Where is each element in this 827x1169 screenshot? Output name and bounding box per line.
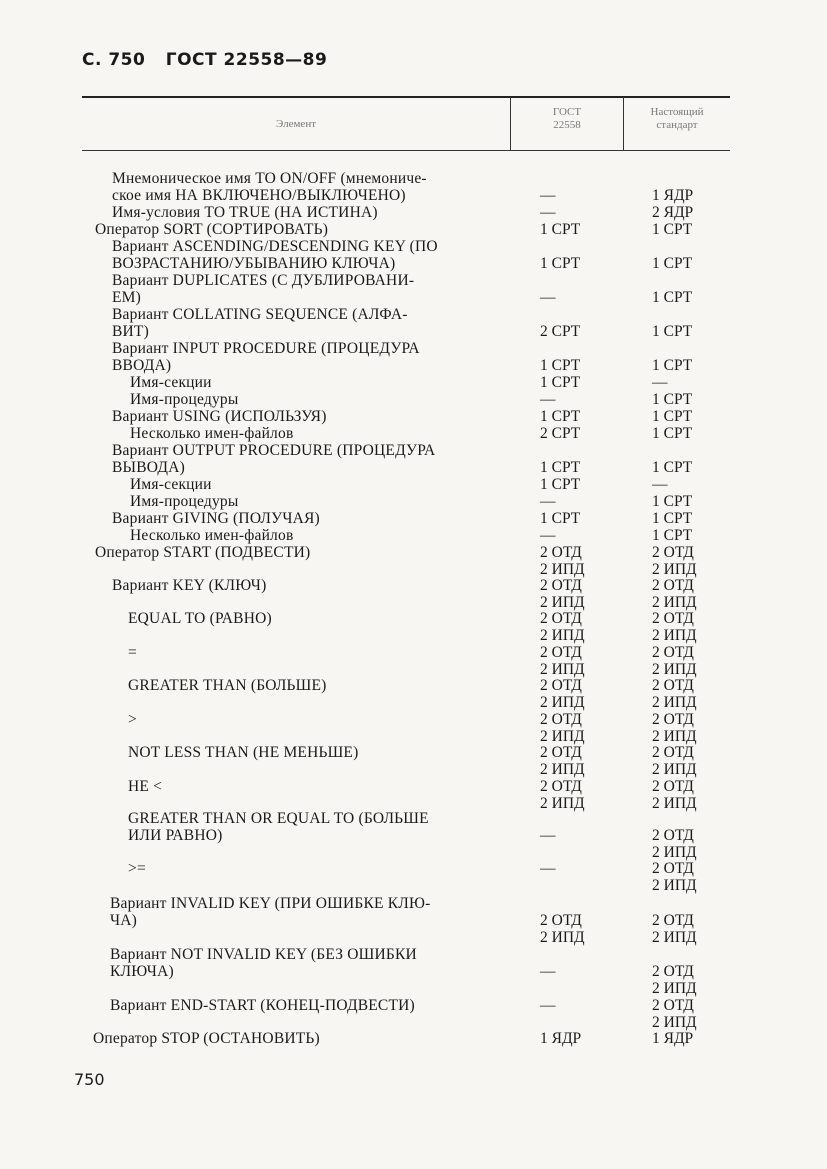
gost-level: — — [540, 187, 556, 204]
standard-level: 1 СРТ — [652, 391, 693, 408]
element-name: ВИТ) — [112, 323, 149, 340]
gost-level: 1 СРТ — [540, 408, 581, 425]
standard-level: 1 СРТ — [652, 289, 693, 306]
element-name: Имя-условия TO TRUE (НА ИСТИНА) — [112, 204, 378, 221]
gost-level: 2 ОТД — [540, 778, 582, 795]
element-name: ВЫВОДА) — [112, 459, 185, 476]
standard-level: 2 ИПД — [652, 728, 697, 745]
standard-level: 1 СРТ — [652, 221, 693, 238]
gost-level: — — [540, 997, 556, 1014]
column-header-document: Элемент — [275, 118, 317, 130]
standard-level: 2 ОТД — [652, 711, 694, 728]
element-name: ВОЗРАСТАНИЮ/УБЫВАНИЮ КЛЮЧА) — [112, 255, 396, 272]
standard-level: 2 ИПД — [652, 627, 697, 644]
gost-level: 1 СРТ — [540, 476, 581, 493]
gost-level: 2 ИПД — [540, 761, 585, 778]
standard-level: 1 СРТ — [652, 459, 693, 476]
standard-level: 2 ИПД — [652, 844, 697, 861]
standard-level: 1 СРТ — [652, 510, 693, 527]
standard-level: 2 ИПД — [652, 694, 697, 711]
gost-level: 2 ИПД — [540, 661, 585, 678]
standard-level: 2 ИПД — [652, 661, 697, 678]
element-name: Вариант KEY (КЛЮЧ) — [112, 577, 267, 594]
gost-level: 2 ИПД — [540, 728, 585, 745]
gost-level: 1 СРТ — [540, 357, 581, 374]
element-name: Вариант END-START (КОНЕЦ-ПОДВЕСТИ) — [110, 997, 415, 1014]
standard-level: 1 СРТ — [652, 357, 693, 374]
standard-level: 2 ОТД — [652, 860, 694, 877]
element-name: EQUAL TO (РАВНО) — [128, 610, 272, 627]
standard-level: — — [652, 476, 668, 493]
element-name: ИЛИ РАВНО) — [128, 827, 223, 844]
table-top-rule — [82, 96, 730, 98]
page-number: С. 750 — [82, 50, 146, 70]
column-header-standard: Настоящий стандарт — [650, 106, 704, 131]
gost-level: — — [540, 963, 556, 980]
element-name: Несколько имен-файлов — [130, 527, 294, 544]
gost-level: 2 ОТД — [540, 644, 582, 661]
standard-level: 1 ЯДР — [652, 187, 694, 204]
page-folio: 750 — [74, 1070, 105, 1089]
element-name: >= — [128, 860, 146, 877]
gost-level: 1 СРТ — [540, 510, 581, 527]
standard-level: 2 ОТД — [652, 677, 694, 694]
gost-level: 2 ОТД — [540, 544, 582, 561]
element-name: > — [128, 711, 137, 728]
standard-level: 1 СРТ — [652, 425, 693, 442]
standard-level: 2 ОТД — [652, 827, 694, 844]
element-name: НЕ < — [128, 778, 163, 795]
gost-level: — — [540, 860, 556, 877]
standard-level: 2 ИПД — [652, 795, 697, 812]
standard-level: 2 ОТД — [652, 644, 694, 661]
element-name: Имя-процедуры — [130, 391, 239, 408]
gost-level: 2 ИПД — [540, 694, 585, 711]
standard-level: 2 ИПД — [652, 929, 697, 946]
element-name: Оператор STOP (ОСТАНОВИТЬ) — [93, 1030, 320, 1047]
element-name: Оператор SORT (СОРТИРОВАТЬ) — [95, 221, 329, 238]
element-name: Имя-секции — [130, 374, 212, 391]
gost-level: 2 ОТД — [540, 577, 582, 594]
standard-level: 1 СРТ — [652, 255, 693, 272]
element-name: Вариант ASCENDING/DESCENDING KEY (ПО — [112, 238, 438, 255]
element-name: Вариант OUTPUT PROCEDURE (ПРОЦЕДУРА — [112, 442, 436, 459]
standard-level: 2 ИПД — [652, 761, 697, 778]
gost-level: 2 ОТД — [540, 677, 582, 694]
element-name: Вариант GIVING (ПОЛУЧАЯ) — [112, 510, 320, 527]
gost-level: 2 ОТД — [540, 912, 582, 929]
standard-level: 2 ИПД — [652, 877, 697, 894]
standard-level: 2 ОТД — [652, 577, 694, 594]
standard-level: 1 СРТ — [652, 527, 693, 544]
standard-level: 2 ОТД — [652, 544, 694, 561]
gost-level: 2 ИПД — [540, 929, 585, 946]
gost-level: — — [540, 527, 556, 544]
gost-level: 1 СРТ — [540, 255, 581, 272]
gost-level: 2 ОТД — [540, 610, 582, 627]
element-name: = — [128, 644, 137, 661]
element-name: Вариант INPUT PROCEDURE (ПРОЦЕДУРА — [112, 340, 420, 357]
gost-level: 1 СРТ — [540, 459, 581, 476]
gost-level: 2 ОТД — [540, 711, 582, 728]
standard-level: — — [652, 374, 668, 391]
gost-level: 2 СРТ — [540, 425, 581, 442]
standard-level: 2 ИПД — [652, 1014, 697, 1031]
standard-level: 2 ИПД — [652, 561, 697, 578]
gost-level: 1 ЯДР — [540, 1030, 582, 1047]
element-name: Имя-процедуры — [130, 493, 239, 510]
table-header-rule — [82, 150, 730, 151]
column-header-gost: ГОСТ 22558 — [552, 106, 582, 131]
element-name: ВВОДА) — [112, 357, 172, 374]
gost-level: 2 ИПД — [540, 594, 585, 611]
standard-level: 2 ОТД — [652, 744, 694, 761]
gost-level: 1 СРТ — [540, 374, 581, 391]
element-name: Вариант COLLATING SEQUENCE (АЛФА- — [112, 306, 408, 323]
gost-level: — — [540, 289, 556, 306]
gost-level: — — [540, 827, 556, 844]
standard-title: ГОСТ 22558—89 — [165, 50, 328, 70]
standard-level: 2 ОТД — [652, 997, 694, 1014]
gost-level: 2 ОТД — [540, 744, 582, 761]
element-name: ское имя НА ВКЛЮЧЕНО/ВЫКЛЮЧЕНО) — [112, 187, 406, 204]
standard-level: 1 СРТ — [652, 493, 693, 510]
element-name: Вариант USING (ИСПОЛЬЗУЯ) — [112, 408, 327, 425]
element-name: Имя-секции — [130, 476, 212, 493]
element-name: Мнемоническое имя TO ON/OFF (мнемониче- — [112, 170, 427, 187]
standard-level: 2 ОТД — [652, 912, 694, 929]
element-name: GREATER THAN OR EQUAL TO (БОЛЬШЕ — [128, 810, 429, 827]
page-header — [82, 50, 327, 70]
element-name: ЧА) — [110, 912, 138, 929]
element-name: КЛЮЧА) — [110, 963, 174, 980]
gost-level: 1 СРТ — [540, 221, 581, 238]
element-name: Вариант INVALID KEY (ПРИ ОШИБКЕ КЛЮ- — [110, 895, 431, 912]
gost-level: — — [540, 204, 556, 221]
element-name: NOT LESS THAN (НЕ МЕНЬШЕ) — [128, 744, 359, 761]
standard-level: 2 ИПД — [652, 980, 697, 997]
standard-level: 2 ОТД — [652, 610, 694, 627]
element-name: Вариант DUPLICATES (С ДУБЛИРОВАНИ- — [112, 272, 415, 289]
gost-level: 2 СРТ — [540, 323, 581, 340]
gost-level: — — [540, 493, 556, 510]
element-name: ЕМ) — [112, 289, 142, 306]
gost-level: 2 ИПД — [540, 561, 585, 578]
standard-level: 2 ОТД — [652, 963, 694, 980]
standard-level: 1 СРТ — [652, 408, 693, 425]
gost-level: 2 ИПД — [540, 627, 585, 644]
standard-level: 2 ИПД — [652, 594, 697, 611]
standard-level: 2 ОТД — [652, 778, 694, 795]
standard-level: 1 ЯДР — [652, 1030, 694, 1047]
standard-level: 1 СРТ — [652, 323, 693, 340]
element-name: GREATER THAN (БОЛЬШЕ) — [128, 677, 327, 694]
element-name: Несколько имен-файлов — [130, 425, 294, 442]
standard-level: 2 ЯДР — [652, 204, 694, 221]
element-name: Оператор START (ПОДВЕСТИ) — [95, 544, 311, 561]
gost-level: — — [540, 391, 556, 408]
element-name: Вариант NOT INVALID KEY (БЕЗ ОШИБКИ — [110, 946, 417, 963]
gost-level: 2 ИПД — [540, 795, 585, 812]
